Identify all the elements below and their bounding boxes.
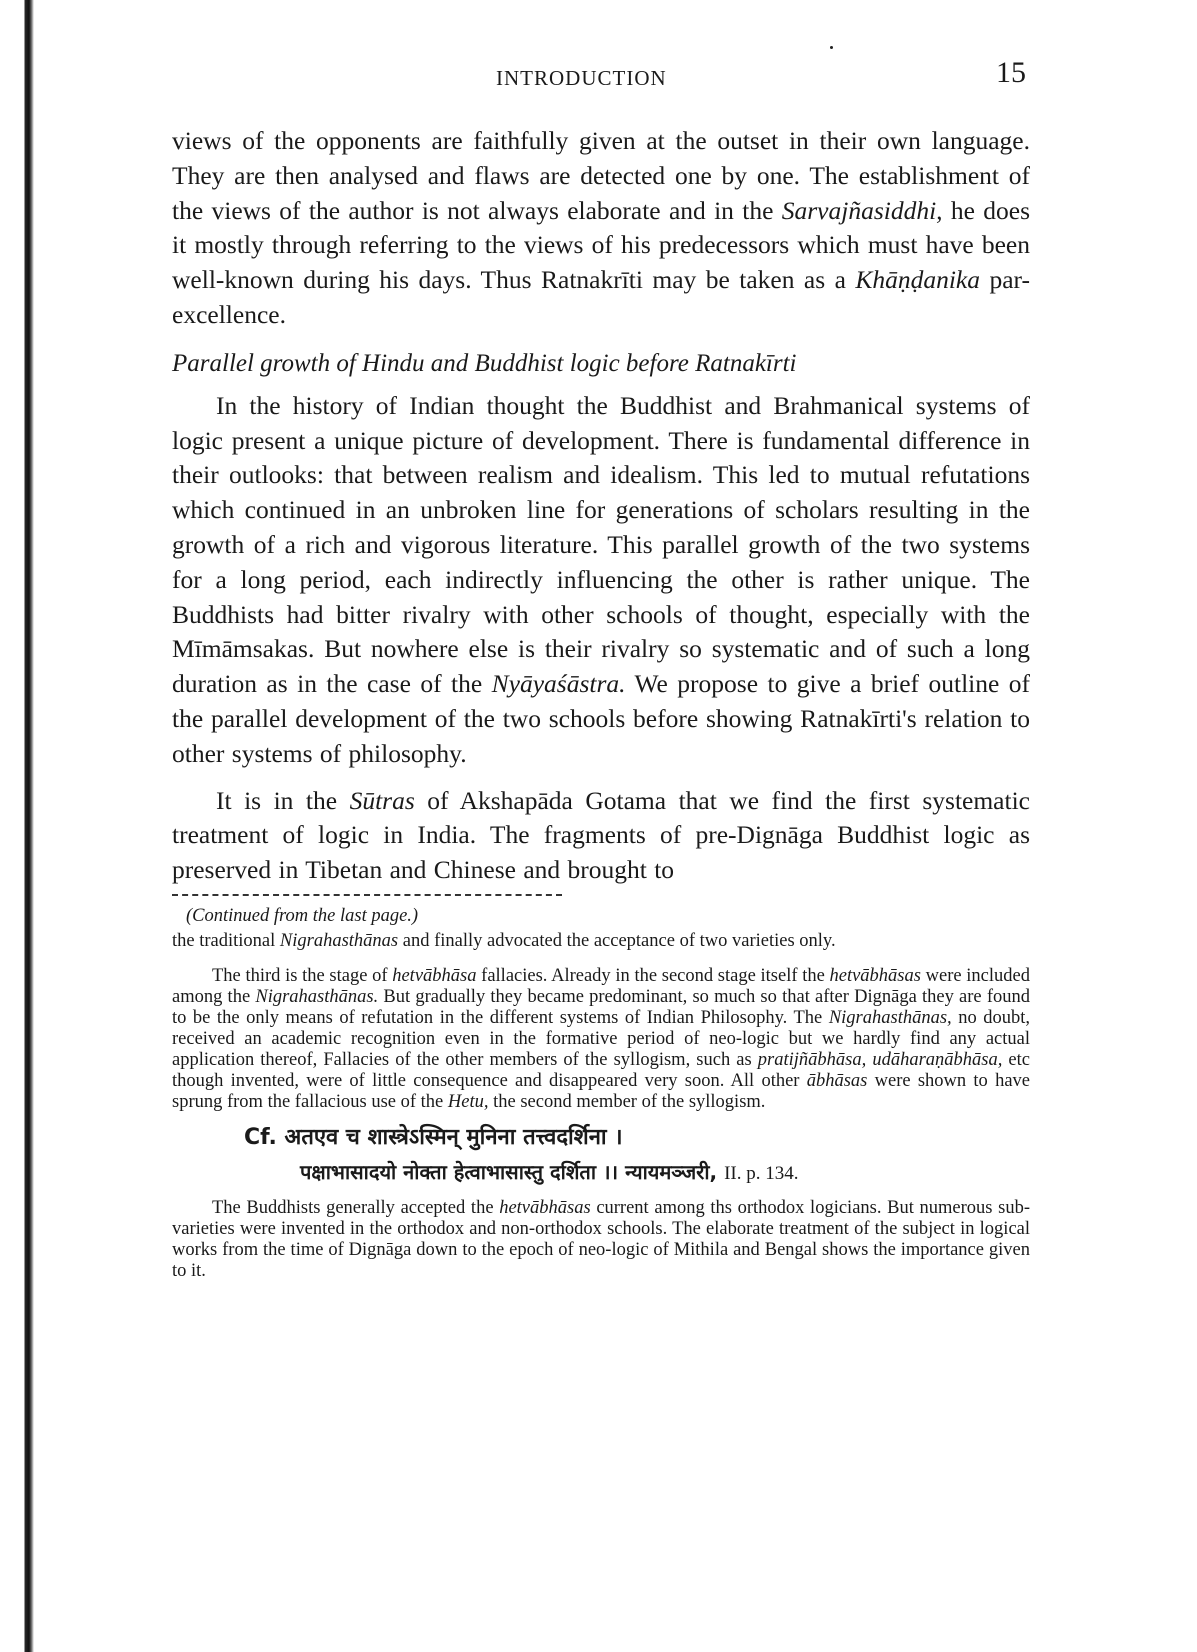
paragraph-2 xyxy=(172,389,1030,772)
footnote-italic-term: hetvābhāsa xyxy=(392,965,477,986)
footnote-italic-term: Nigrahasthānas. xyxy=(255,986,379,1007)
footnote-text: the second member of the syllogism. xyxy=(488,1091,766,1112)
running-head xyxy=(172,56,1030,96)
sanskrit-verse-line-1: Cf. अतएव च शास्त्रेऽस्मिन् मुनिना तत्त्वदर्शिना । xyxy=(244,1124,623,1150)
footnote-paragraph-3 xyxy=(172,1198,1030,1282)
paragraph-1-text: he does it mostly through referring to the views of his predecessors which must have been well-known during his days. Thus Ratnakrīti may be taken as a xyxy=(172,195,1031,295)
paragraph-2-text: We propose to give a brief outline of the parallel development of the two schools before showing Ratnakīrti's relation to other systems of philosophy. xyxy=(172,669,1030,768)
page-number: 15 xyxy=(996,56,1026,89)
footnote-text: etc though invented, were of little consequence and disappeared very soon. All other xyxy=(172,1049,1030,1091)
footnote-italic-term: Hetu, xyxy=(447,1091,489,1112)
print-speck xyxy=(830,46,833,49)
sanskrit-verse-line-2 xyxy=(172,1159,1030,1184)
book-page xyxy=(172,56,1030,1282)
paragraph-1-text: views of the opponents are faithfully given at the outset in their own language. They are then analysed and flaws are detected one by one. The establishment of the views of the author is not always elaborate and in the xyxy=(172,126,1030,225)
footnote-text: fallacies. Already in the second stage itself the xyxy=(476,965,830,986)
footnote-text: But gradually they became predominant, so much so that after Dignāga they are found to be the only means of refutation in the different systems of Indian Philosophy. The xyxy=(172,986,1030,1028)
footnote-text: no doubt, received an academic recognition even in the formative period of neo-logic but we hardly find any actual application thereof, Fallacies of the other members of the syllogism, such as xyxy=(172,1007,1031,1070)
footnote-italic-term: hetvābhāsas xyxy=(829,965,921,986)
footnote-italic-term: Nigrahasthānas xyxy=(279,930,399,951)
paragraph-1 xyxy=(172,124,1030,333)
footnote-italic-term: ābhāsas xyxy=(806,1070,868,1091)
body-text xyxy=(172,124,1030,888)
footnote-separator xyxy=(172,894,562,896)
footnote-text: the traditional xyxy=(172,930,280,951)
running-head-title: INTRODUCTION xyxy=(496,66,667,90)
paragraph-3 xyxy=(172,784,1030,888)
paragraph-1-text: par-excellence. xyxy=(172,265,1030,329)
footnote-continued-label: (Continued from the last page.) xyxy=(186,905,419,926)
footnote-italic-term: Nigrahasthānas, xyxy=(828,1007,952,1028)
paragraph-3-text: It is in the xyxy=(216,785,350,815)
footnote-italic-term: pratijñābhāsa, udāharaṇābhāsa, xyxy=(757,1049,1003,1070)
paragraph-2-text: In the history of Indian thought the Buddhist and Brahmanical systems of logic present a unique picture of development. There is fundamental difference in their outlooks: that between realism and idealism. This led to mutual refutations which continued in an unbroken line for generations of scholars resulting in the growth of a rich and vigorous literature. This parallel growth of the two systems for a long period, each indirectly influencing the other is rather unique. The Buddhists had bitter rivalry with other schools of thought, especially with the Mīmāmsakas. But nowhere else is their rivalry so systematic and of such a long duration as in the case of the xyxy=(172,390,1030,699)
paragraph-1-italic-term: Khāṇḍanika xyxy=(855,265,981,295)
footnote-text: and finally advocated the acceptance of two varieties only. xyxy=(398,930,836,951)
sanskrit-citation: II. p. 134. xyxy=(724,1162,799,1184)
footnote-text: were included among the xyxy=(172,965,1030,1007)
binding-edge xyxy=(0,0,36,1652)
paragraph-3-italic-term: Sūtras xyxy=(349,785,415,815)
footnote-italic-term: hetvābhāsas xyxy=(499,1197,591,1218)
section-heading: Parallel growth of Hindu and Buddhist logic before Ratnakīrti xyxy=(172,349,797,377)
footnote-text: current among ths orthodox logicians. But numerous sub-varieties were invented in the orthodox and non-orthodox schools. The elaborate treatment of the subject in logical works from the time of Dignāga down to the epoch of neo-logic of Mithila and Bengal shows the importance given to it. xyxy=(172,1197,1030,1281)
footnote-text: were shown to have sprung from the fallacious use of the xyxy=(172,1070,1030,1112)
paragraph-2-italic-term: Nyāyaśāstra. xyxy=(491,669,626,699)
paragraph-1-italic-term: Sarvajñasiddhi, xyxy=(781,195,943,225)
footnote-text: The third is the stage of xyxy=(212,965,393,986)
footnotes xyxy=(172,906,1030,1282)
paragraph-3-text: of Akshapāda Gotama that we find the first systematic treatment of logic in India. The fragments of pre-Dignāga Buddhist logic as preserved in Tibetan and Chinese and brought to xyxy=(172,785,1030,885)
footnote-paragraph-2 xyxy=(172,966,1030,1113)
sanskrit-verse-text: पक्षाभासादयो नोक्ता हेत्वाभासास्तु दर्शिता ।। न्यायमञ्जरी, xyxy=(300,1159,718,1184)
footnote-paragraph-1 xyxy=(172,931,1030,952)
footnote-text: The Buddhists generally accepted the xyxy=(212,1197,500,1218)
